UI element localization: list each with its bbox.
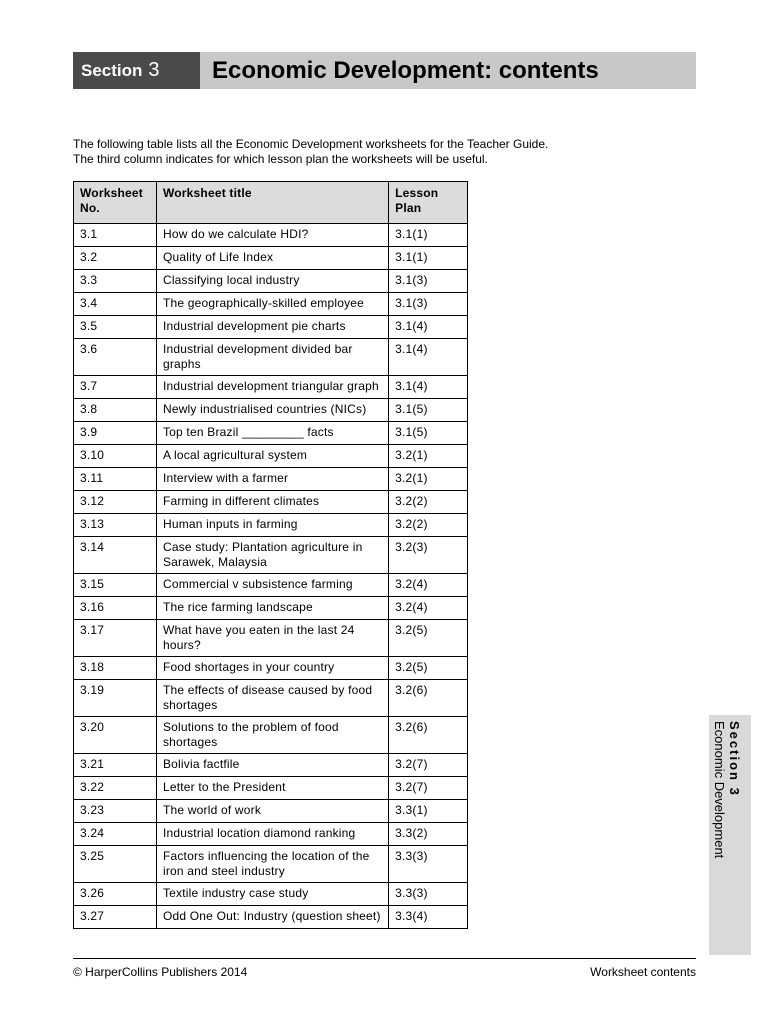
cell-lesson-plan: 3.1(5) (389, 422, 468, 445)
cell-lesson-plan: 3.2(6) (389, 680, 468, 717)
table-row (74, 316, 468, 339)
cell-worksheet-title: Bolivia factfile (156, 754, 388, 777)
cell-worksheet-title: Top ten Brazil _________ facts (156, 422, 388, 445)
cell-worksheet-no: 3.20 (74, 717, 157, 754)
cell-lesson-plan: 3.2(4) (389, 597, 468, 620)
table-row (74, 514, 468, 537)
cell-lesson-plan: 3.2(5) (389, 657, 468, 680)
section-number: 3 (148, 59, 160, 81)
header-worksheet-title: Worksheet title (156, 182, 388, 224)
cell-worksheet-no: 3.17 (74, 620, 157, 657)
cell-worksheet-no: 3.9 (74, 422, 157, 445)
cell-worksheet-no: 3.19 (74, 680, 157, 717)
cell-worksheet-title: Odd One Out: Industry (question sheet) (156, 906, 388, 929)
cell-worksheet-no: 3.15 (74, 574, 157, 597)
cell-worksheet-title: The rice farming landscape (156, 597, 388, 620)
table-row (74, 574, 468, 597)
side-tab-section: Section 3 (727, 721, 742, 797)
header-worksheet-no: Worksheet No. (74, 182, 157, 224)
cell-worksheet-no: 3.25 (74, 846, 157, 883)
cell-lesson-plan: 3.1(4) (389, 339, 468, 376)
cell-lesson-plan: 3.2(1) (389, 468, 468, 491)
cell-worksheet-title: How do we calculate HDI? (156, 224, 388, 247)
footer-section-label: Worksheet contents (590, 965, 696, 979)
table-row (74, 657, 468, 680)
cell-worksheet-no: 3.26 (74, 883, 157, 906)
cell-worksheet-title: The world of work (156, 800, 388, 823)
cell-worksheet-title: A local agricultural system (156, 445, 388, 468)
table-row (74, 293, 468, 316)
table-row (74, 468, 468, 491)
table-row (74, 445, 468, 468)
cell-worksheet-title: Letter to the President (156, 777, 388, 800)
cell-worksheet-no: 3.13 (74, 514, 157, 537)
table-row (74, 491, 468, 514)
table-row (74, 422, 468, 445)
cell-lesson-plan: 3.3(3) (389, 846, 468, 883)
cell-worksheet-no: 3.22 (74, 777, 157, 800)
cell-worksheet-no: 3.1 (74, 224, 157, 247)
cell-worksheet-title: Industrial location diamond ranking (156, 823, 388, 846)
cell-lesson-plan: 3.2(5) (389, 620, 468, 657)
cell-lesson-plan: 3.1(3) (389, 270, 468, 293)
cell-lesson-plan: 3.1(3) (389, 293, 468, 316)
cell-lesson-plan: 3.2(7) (389, 754, 468, 777)
cell-worksheet-title: Commercial v subsistence farming (156, 574, 388, 597)
cell-worksheet-title: Industrial development divided bar graphs (156, 339, 388, 376)
cell-worksheet-no: 3.14 (74, 537, 157, 574)
table-row (74, 717, 468, 754)
cell-worksheet-no: 3.24 (74, 823, 157, 846)
cell-lesson-plan: 3.2(4) (389, 574, 468, 597)
cell-worksheet-title: The effects of disease caused by food shortages (156, 680, 388, 717)
cell-worksheet-no: 3.7 (74, 376, 157, 399)
table-row (74, 620, 468, 657)
cell-lesson-plan: 3.2(2) (389, 514, 468, 537)
cell-worksheet-no: 3.23 (74, 800, 157, 823)
cell-worksheet-title: Farming in different climates (156, 491, 388, 514)
cell-worksheet-title: Industrial development triangular graph (156, 376, 388, 399)
table-row (74, 777, 468, 800)
cell-worksheet-no: 3.4 (74, 293, 157, 316)
cell-lesson-plan: 3.1(1) (389, 224, 468, 247)
page-title: Economic Development: contents (200, 52, 696, 89)
cell-lesson-plan: 3.1(4) (389, 376, 468, 399)
table-row (74, 537, 468, 574)
cell-lesson-plan: 3.2(3) (389, 537, 468, 574)
cell-worksheet-no: 3.6 (74, 339, 157, 376)
cell-worksheet-no: 3.5 (74, 316, 157, 339)
cell-worksheet-no: 3.27 (74, 906, 157, 929)
table-body (74, 224, 468, 929)
section-word: Section (81, 60, 143, 80)
table-row (74, 680, 468, 717)
cell-lesson-plan: 3.1(1) (389, 247, 468, 270)
table-row (74, 339, 468, 376)
table-row (74, 270, 468, 293)
table-row (74, 247, 468, 270)
header-lesson-plan: Lesson Plan (389, 182, 468, 224)
copyright-text: © HarperCollins Publishers 2014 (73, 965, 248, 979)
cell-lesson-plan: 3.3(2) (389, 823, 468, 846)
cell-worksheet-no: 3.12 (74, 491, 157, 514)
cell-worksheet-title: Newly industrialised countries (NICs) (156, 399, 388, 422)
cell-worksheet-title: Human inputs in farming (156, 514, 388, 537)
cell-lesson-plan: 3.3(3) (389, 883, 468, 906)
cell-lesson-plan: 3.3(4) (389, 906, 468, 929)
cell-worksheet-title: Solutions to the problem of food shortages (156, 717, 388, 754)
side-tab-topic: Economic Development (712, 721, 727, 859)
table-row (74, 754, 468, 777)
intro-line-1: The following table lists all the Economic Development worksheets for the Teacher Guide. (73, 137, 549, 151)
side-tab-text (712, 721, 742, 858)
table-row (74, 823, 468, 846)
intro-text (73, 137, 693, 167)
cell-worksheet-no: 3.8 (74, 399, 157, 422)
cell-worksheet-title: Classifying local industry (156, 270, 388, 293)
cell-lesson-plan: 3.2(2) (389, 491, 468, 514)
cell-worksheet-title: What have you eaten in the last 24 hours? (156, 620, 388, 657)
cell-lesson-plan: 3.1(5) (389, 399, 468, 422)
cell-worksheet-title: Food shortages in your country (156, 657, 388, 680)
cell-lesson-plan: 3.2(1) (389, 445, 468, 468)
table-row (74, 597, 468, 620)
footer-divider (73, 958, 696, 959)
intro-line-2: The third column indicates for which lesson plan the worksheets will be useful. (73, 152, 488, 166)
cell-worksheet-no: 3.16 (74, 597, 157, 620)
cell-worksheet-title: Industrial development pie charts (156, 316, 388, 339)
cell-lesson-plan: 3.2(7) (389, 777, 468, 800)
section-label (73, 52, 200, 89)
table-row (74, 376, 468, 399)
table-row (74, 883, 468, 906)
table-row (74, 906, 468, 929)
cell-lesson-plan: 3.2(6) (389, 717, 468, 754)
cell-worksheet-no: 3.10 (74, 445, 157, 468)
cell-lesson-plan: 3.3(1) (389, 800, 468, 823)
cell-worksheet-title: Interview with a farmer (156, 468, 388, 491)
table-row (74, 224, 468, 247)
cell-worksheet-no: 3.2 (74, 247, 157, 270)
side-section-tab (709, 715, 751, 955)
worksheet-table (73, 181, 468, 929)
table-row (74, 800, 468, 823)
cell-worksheet-no: 3.21 (74, 754, 157, 777)
table-row (74, 399, 468, 422)
cell-lesson-plan: 3.1(4) (389, 316, 468, 339)
cell-worksheet-title: Quality of Life Index (156, 247, 388, 270)
cell-worksheet-no: 3.11 (74, 468, 157, 491)
cell-worksheet-title: Case study: Plantation agriculture in Sarawek, Malaysia (156, 537, 388, 574)
cell-worksheet-title: The geographically-skilled employee (156, 293, 388, 316)
cell-worksheet-no: 3.18 (74, 657, 157, 680)
cell-worksheet-no: 3.3 (74, 270, 157, 293)
cell-worksheet-title: Textile industry case study (156, 883, 388, 906)
table-row (74, 846, 468, 883)
table-header-row (74, 182, 468, 224)
cell-worksheet-title: Factors influencing the location of the iron and steel industry (156, 846, 388, 883)
